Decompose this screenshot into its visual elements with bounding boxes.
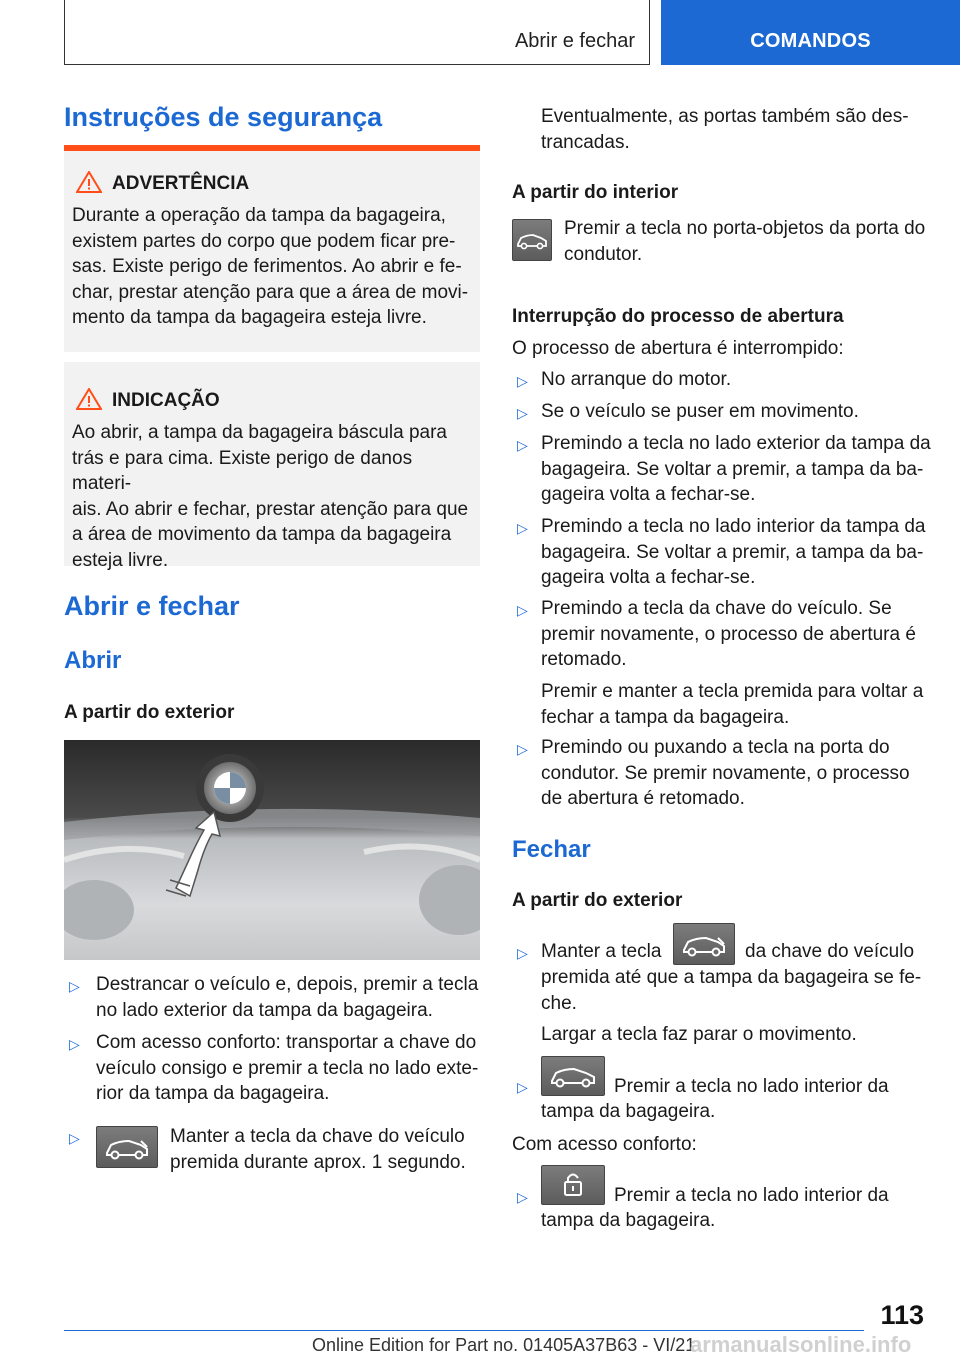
continuation-text <box>541 104 936 155</box>
triangle-right-bullet-icon: ▷ <box>69 978 80 994</box>
list-item-line: gageira volta a fechar-se. <box>541 567 756 588</box>
close-item1-text-a: Manter a tecla <box>541 941 662 962</box>
footer-rule <box>64 1330 864 1331</box>
warning-line: existem partes do corpo que podem ficar pre‐ <box>72 230 456 252</box>
list-item-line: premida durante aprox. 1 segundo. <box>170 1151 466 1173</box>
warning-triangle-icon <box>76 171 102 193</box>
text-line: trancadas. <box>541 131 630 153</box>
text-line: Premir e manter a tecla premida para voltar a <box>541 681 924 702</box>
car-tailgate-key-icon <box>541 1056 605 1096</box>
list-item <box>541 596 936 673</box>
notice-title: INDICAÇÃO <box>112 390 220 411</box>
list-item <box>541 367 936 393</box>
list-item-line: bagageira. Se voltar a premir, a tampa da ba‐ <box>541 541 924 563</box>
notice-line: Ao abrir, a tampa da bagageira báscula para <box>72 422 447 443</box>
list-item <box>170 1124 480 1175</box>
watermark: armanualsonline.info <box>690 1332 912 1357</box>
trunk-illustration <box>64 740 480 960</box>
close-item1-rest <box>541 965 936 1016</box>
list-item-line: Com acesso conforto: transportar a chave do <box>96 1032 477 1053</box>
triangle-right-bullet-icon: ▷ <box>69 1036 80 1052</box>
from-inside-text <box>564 216 936 267</box>
list-item <box>541 399 936 425</box>
list-item-line: gageira volta a fechar-se. <box>541 484 756 505</box>
open-close-heading: Abrir e fechar <box>64 591 240 621</box>
close-item2-text-b: tampa da bagageira. <box>541 1101 716 1122</box>
triangle-right-bullet-icon: ▷ <box>69 1130 80 1146</box>
list-item <box>541 431 936 508</box>
triangle-right-bullet-icon: ▷ <box>517 1079 528 1095</box>
warning-box <box>64 145 480 352</box>
list-item-line: Premindo a tecla no lado exterior da tampa da <box>541 433 931 454</box>
text-line: premida até que a tampa da bagageira se fe‐ <box>541 967 922 988</box>
car-tailgate-key-icon <box>673 923 735 965</box>
car-tailgate-key-icon <box>96 1126 158 1168</box>
text-line: Premir a tecla no porta-objetos da porta do <box>564 218 926 239</box>
warning-line: char, prestar atenção para que a área de movi‐ <box>72 281 469 303</box>
from-outside-subheading: A partir do exterior <box>64 702 235 723</box>
close-item1-text-b: da chave do veículo <box>745 941 915 962</box>
warning-line: sas. Existe perigo de ferimentos. Ao abrir e fe‐ <box>72 256 462 277</box>
list-item <box>96 1030 480 1107</box>
close-item3-text-b: tampa da bagageira. <box>541 1210 716 1231</box>
triangle-right-bullet-icon: ▷ <box>517 741 528 757</box>
trunk-button-photo <box>64 740 480 960</box>
notice-line: ais. Ao abrir e fechar, prestar atenção para que <box>72 498 469 520</box>
list-item-line: condutor. Se premir novamente, o processo <box>541 762 910 784</box>
notice-line: esteja livre. <box>72 549 169 571</box>
interrupt-heading: Interrupção do processo de abertura <box>512 306 844 327</box>
list-item-line: retomado. <box>541 649 627 670</box>
list-item-line: Manter a tecla da chave do veículo <box>170 1126 465 1147</box>
header-section-box <box>64 0 650 65</box>
header-chapter-tab[interactable]: COMANDOS <box>661 0 960 65</box>
triangle-right-bullet-icon: ▷ <box>517 945 528 961</box>
list-item <box>96 972 480 1023</box>
notice-box <box>64 362 480 571</box>
warning-title: ADVERTÊNCIA <box>112 173 250 194</box>
close-item1-note: Largar a tecla faz parar o movimento. <box>541 1024 857 1045</box>
close-heading: Fechar <box>512 836 591 863</box>
edition-text: Online Edition for Part no. 01405A37B63 - VI/21 <box>312 1335 696 1355</box>
list-item <box>541 514 936 591</box>
list-item-line: de abertura é retomado. <box>541 788 745 809</box>
list-item-line: Se o veículo se puser em movimento. <box>541 401 859 422</box>
list-item-line: Premindo a tecla no lado interior da tampa da <box>541 516 926 537</box>
list-item-line: No arranque do motor. <box>541 369 732 390</box>
interrupt-intro: O processo de abertura é interrompido: <box>512 338 844 359</box>
notice-text <box>72 420 474 573</box>
warning-text <box>72 203 474 331</box>
text-line: condutor. <box>564 243 643 265</box>
warning-line: mento da tampa da bagageira esteja livre. <box>72 307 427 328</box>
list-item <box>541 735 936 812</box>
triangle-right-bullet-icon: ▷ <box>517 373 528 389</box>
warning-triangle-icon <box>76 388 102 410</box>
from-inside-subheading: A partir do interior <box>512 182 679 203</box>
triangle-right-bullet-icon: ▷ <box>517 405 528 421</box>
comfort-access-label: Com acesso conforto: <box>512 1134 697 1155</box>
lock-icon <box>541 1165 605 1205</box>
car-tailgate-key-icon <box>512 219 552 261</box>
close-item3-text-a: Premir a tecla no lado interior da <box>614 1185 889 1206</box>
warning-line: Durante a operação da tampa da bagageira, <box>72 205 446 226</box>
list-item-line: no lado exterior da tampa da bagageira. <box>96 999 433 1021</box>
text-line: che. <box>541 992 577 1014</box>
triangle-right-bullet-icon: ▷ <box>517 520 528 536</box>
list-item-line: bagageira. Se voltar a premir, a tampa da ba‐ <box>541 458 924 480</box>
list-item-line: Destrancar o veículo e, depois, premir a tecla <box>96 974 479 995</box>
list-item-line: rior da tampa da bagageira. <box>96 1083 330 1104</box>
notice-line: a área de movimento da tampa da bagageira <box>72 524 452 545</box>
text-line: fechar a tampa da bagageira. <box>541 706 790 728</box>
notice-line: trás e para cima. Existe perigo de danos materi‐ <box>72 447 413 494</box>
close-from-outside-subheading: A partir do exterior <box>512 890 683 911</box>
close-item2-text-a: Premir a tecla no lado interior da <box>614 1076 889 1097</box>
list-item-line: Premindo ou puxando a tecla na porta do <box>541 737 890 758</box>
warning-box-top-bar <box>64 145 480 151</box>
list-item-line: premir novamente, o processo de abertura é <box>541 623 916 645</box>
text-line: Eventualmente, as portas também são des‐ <box>541 106 909 127</box>
header-section-title: Abrir e fechar <box>514 30 635 52</box>
safety-heading: Instruções de segurança <box>64 102 383 132</box>
triangle-right-bullet-icon: ▷ <box>517 1189 528 1205</box>
open-heading: Abrir <box>64 647 122 674</box>
hold-note <box>541 679 936 730</box>
triangle-right-bullet-icon: ▷ <box>517 602 528 618</box>
list-item-line: veículo consigo e premir a tecla no lado exte‐ <box>96 1057 479 1079</box>
triangle-right-bullet-icon: ▷ <box>517 437 528 453</box>
list-item-line: Premindo a tecla da chave do veículo. Se <box>541 598 892 619</box>
page-number: 113 <box>880 1300 924 1330</box>
